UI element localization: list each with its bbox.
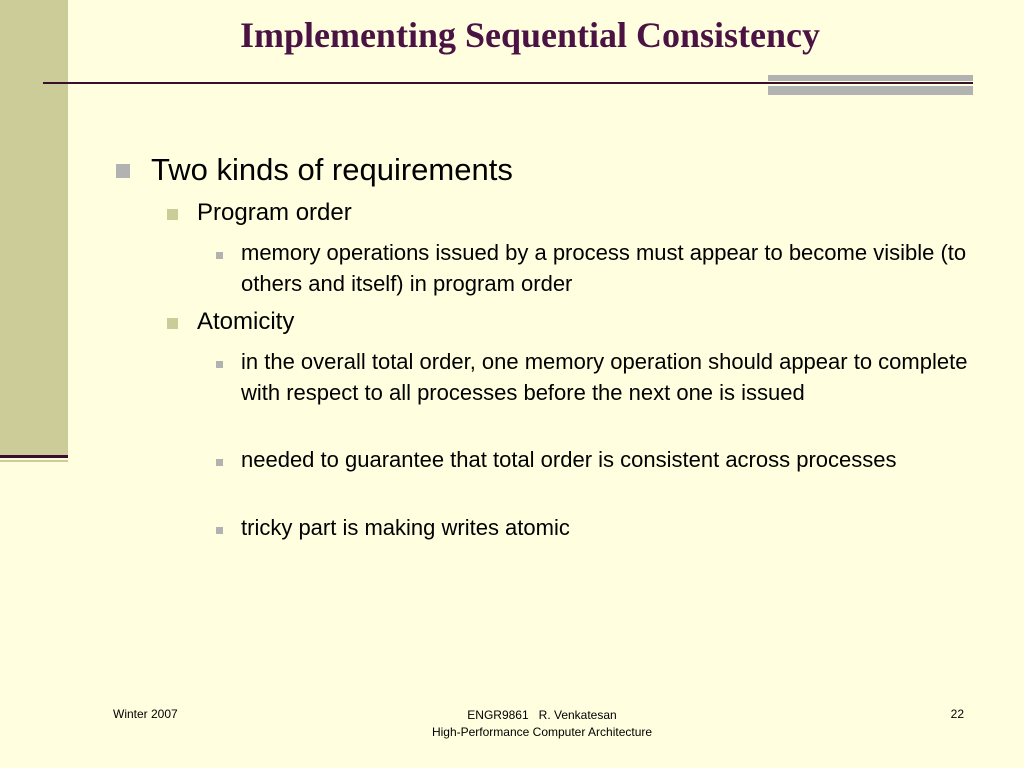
page-number: 22 [950,707,964,721]
footer-date: Winter 2007 [113,707,178,721]
bullet-level3-text: in the overall total order, one memory operation should appear to complete with respect to all processes before the next one is issued [241,349,968,405]
square-bullet-icon [116,164,130,178]
bullet-level1-text: Two kinds of requirements [151,152,513,187]
footer-course-line1: ENGR9861 R. Venkatesan [467,708,617,722]
bullet-level2-program-order: Program order [197,199,352,226]
square-bullet-icon [216,527,223,534]
footer-course [392,707,692,741]
square-bullet-icon [167,318,178,329]
bullet-level3-text: memory operations issued by a process must appear to become visible (to others and itself) in program order [241,240,967,296]
square-bullet-icon [216,252,223,259]
square-bullet-icon [216,361,223,368]
bullet-level3-text: tricky part is making writes atomic [241,515,570,540]
slide-title: Implementing Sequential Consistency [239,15,821,55]
square-bullet-icon [216,459,223,466]
bullet-level2-atomicity: Atomicity [197,308,295,335]
bullet-level3-text: needed to guarantee that total order is consistent across processes [241,447,897,472]
footer-course-line2: High-Performance Computer Architecture [431,725,653,739]
square-bullet-icon [167,209,178,220]
